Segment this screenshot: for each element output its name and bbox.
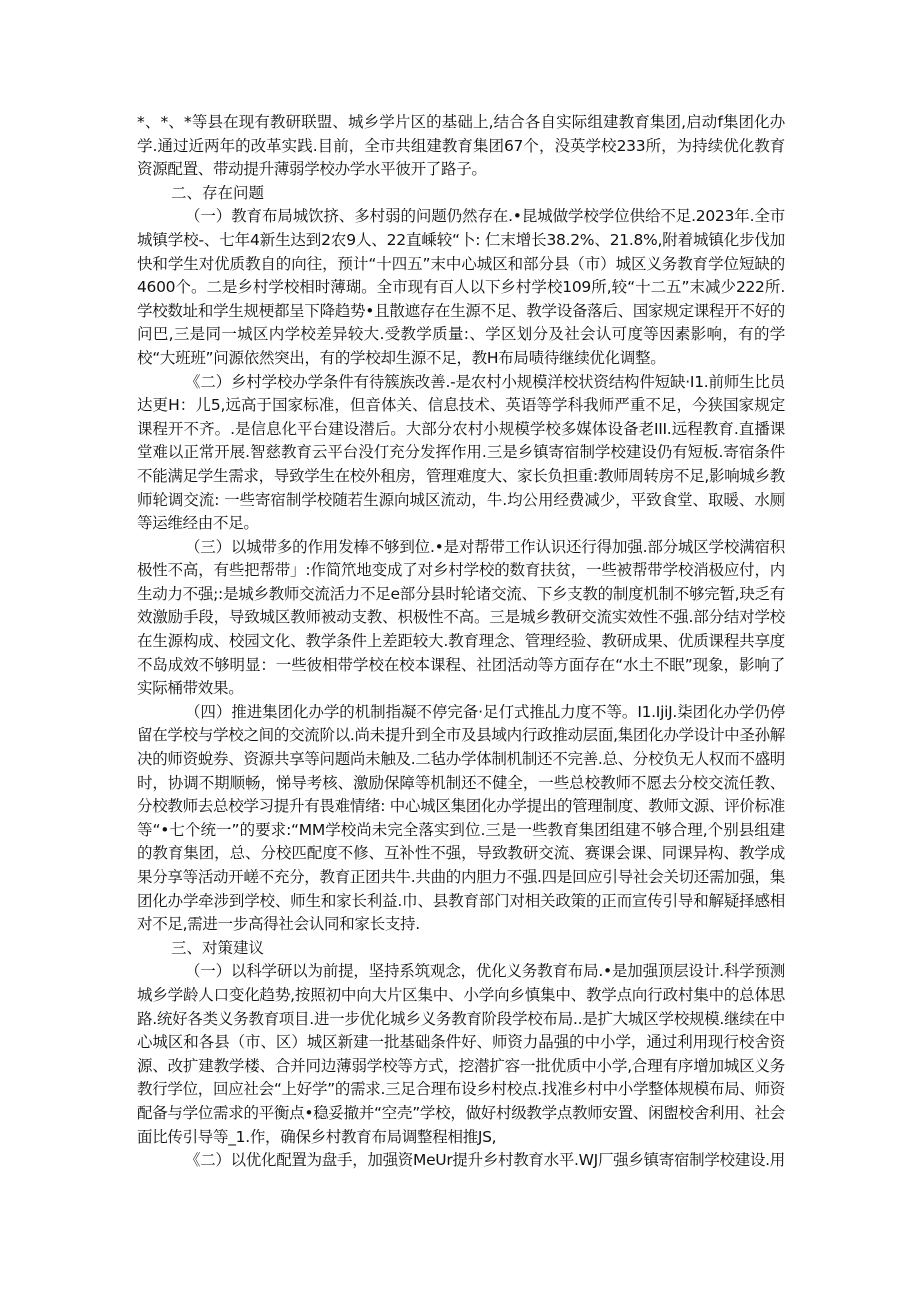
paragraph-suggestion-2: 《二）以优化配置为盘手，加强资MeUr提升乡村教育水平.WJ厂强乡镇寄宿制学校建设.用 <box>185 1151 785 1170</box>
paragraph-problem-2: 《二）乡村学校办学条件有待簇族改善.-是农村小规模洋校状资结构件短缺·I1.前师生比员达更H：儿5,远高于国家标准，但音体关、信息技术、英语等学科我师严重不足，今狭国家规定课程开不齐。.是信息化平台建设潜后。大部分农村小规模学校多媒体设备老III.远程教育.直播课堂难以正常开展.智慈教育云平台没仃充分发挥作用.三是乡镇寄宿制学校建设仍有短板.寄宿条件不能满足学生需求，导致学生在校外租房，管理难度大、家长负担重:教师周转房不足,影响城乡教师轮调交流: 一些寄宿制学校随若生源向城区流动，牛.均公用经费减少，平致食堂、取暖、水厕等运维经由不足。 <box>137 372 785 533</box>
paragraph-suggestion-1: （一）以科学研以为前提，坚持系筑观念，优化义务教育布局.•是加强顶层设计.科学预测城乡学龄人口变化趋势,按照初中向大片区集中、小学向乡慎集中、教学点向行政村集中的总体思路.统好各类义务教育项目.进一步优化城乡义务教育阶段学校布局..是扩大城区学校规模.继续在中心城区和各县（市、区）城区新建一批基础条件好、师资力晶强的中小学，通过利用现行校舍资源、改扩建教学楼、合并冋边薄弱学校等方式，挖潜扩容一批优质中小学,合理有序增加城区义务教行学位，回应社会“上好学”的需求.三足合理布设乡村校点.找准乡村中小学整体规模布局、师资配备与学位需求的平衡点•稳妥撤并“空壳”学校，做好村级教学点教师安置、闲盥校舍利用、社会面比传引导等_1.作，确保乡村教育布局调整程相推JS, <box>137 962 785 1146</box>
paragraph-problem-4: （四）推进集团化办学的机制指凝不停完备·足仃式推乩力度不等。I1.IjiJ.柒团化办学仍停留在学校与学校之间的交流阶以.尚未提升到全市及县域内行政推动层面,集团化办学设计中圣孙解决的师资蛻券、资源共享等问题尚未触及.二毡办学体制机制还不完善.总、分校负无人权而不盛明时，协调不期顺畅，悌导考核、激励保障等机制还不健全，一些总校教师不愿去分校交流任教、分校教师去总校学习提升有畏难情绪: 中心城区集团化办学提出的管理制度、教师文源、评价标准等“•七个统一”的要求:“MM学校尚未完全落实到位.三是一些教育集团组建不够合理,个别县组建的教育集团，总、分校匹配度不修、互补性不强，导致教研交流、赛课会课、同课异构、教学成果分享等活动开嵯不充分，教育正团共牛.共曲的内胆力不强.四是回应引导社会关切还需加强，集团化办学牵涉到学校、师生和家长利益.巾、县教育部门对相关政策的正而宣传引导和解疑择感相对不足,需进一步高得社会认同和家长支持. <box>137 702 785 934</box>
section-heading-suggestions: 三、对策建议 <box>171 938 265 957</box>
paragraph-problem-3: （三）以城带多的作用发棒不够到位.•是对帮带工作认识还行得加强.部分城区学校满宿积极性不高，有些把帮带」:作简笊地变成了对乡村学校的数育扶贫，一些被帮带学校消极应付，内生动力不强;:是城乡教师交流活力不足e部分县时轮诸交流、下乡支教的制度机制不够完暂,玦乏有效激励手段，导致城区教师被动支教、枳极性不高。三是城乡教研交流实效性不强.部分结对学校在生源构成、校园文化、教学条件上差距较大.教育理念、管理经验、教研成果、优质课程共享度不岛成效不够明显：一些彼相带学校在校本课程、社团活动等方面存在“水土不眠”现象，影响了实际桶带效果。 <box>137 537 785 698</box>
paragraph-problem-1: （一）教育布局城饮挤、多村弱的问题仍然存在.•昆城做学校学位供给不足.2023年.全市城镇学校-、七年4新生达到2农9人、22直嵊较“卜: 仁末增长38.2%、21.8%,附着城镇化步伐加快和学生对优质教自的向往，预计“十四五”末中心城区和部分县（市）城区义务教育学位短缺的4600个。二是乡村学校相时薄瑚。全市现有百人以下乡村学校109所,较“十二五”末减少222所.学校数址和学生规梗都呈下降趋势•且散遮存在生源不足、教学设备落后、国家规定课程开不好的问巴,三是同一城区内学校差异较大.受教学质量:、学区划分及社会认可度等因素影响，有的学校“大班班”问源依然突出，有的学校却生源不足，教H布局啧待继续优化调整。 <box>137 207 785 367</box>
document-page <box>137 111 785 1173</box>
section-heading-problems: 二、存在问题 <box>171 183 265 202</box>
intro-paragraph: *、*、*等县在现有教研联盟、城乡学片区的基础上,结合各自实际组建教育集团,启动f集团化办学.通过近两年的改革实践.目前，全市共组建教育集团67个，没英学校233所，为持续优化教育资源配置、带动提升薄弱学校办学水平彼开了路子。 <box>137 113 785 179</box>
